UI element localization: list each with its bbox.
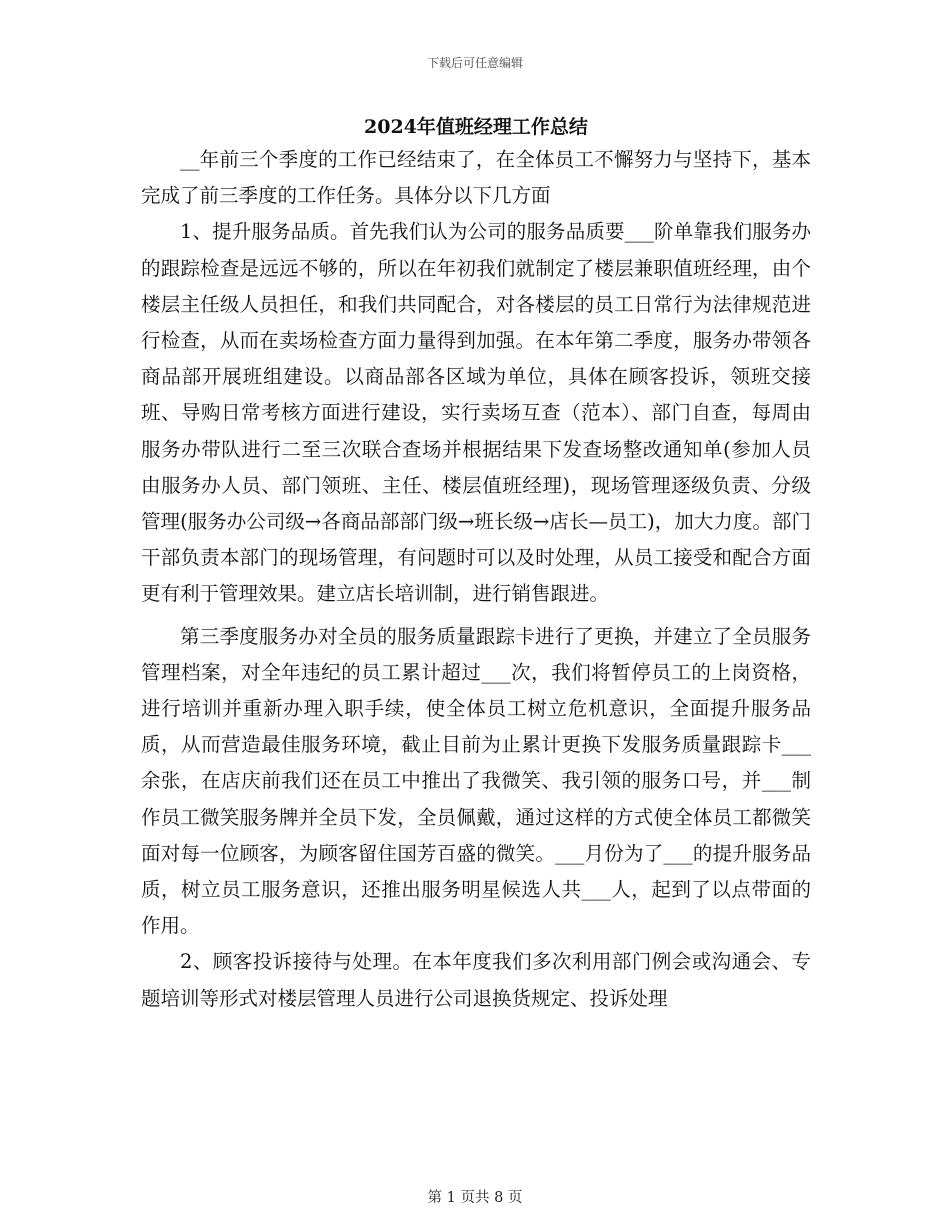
- document-title: 2024年值班经理工作总结: [364, 116, 588, 138]
- page-number: 第 1 页共 8 页: [427, 1190, 523, 1206]
- paragraph-complaints: 2、顾客投诉接待与处理。在本年度我们多次利用部门例会或沟通会、专题培训等形式对楼层管理人员进行公司退换货规定、投诉处理: [141, 950, 811, 1010]
- paragraph-intro: __年前三个季度的工作已经结束了，在全体员工不懈努力与坚持下，基本完成了前三季度的工作任务。具体分以下几方面: [141, 148, 811, 208]
- page-header-note: 下载后可任意编辑: [426, 56, 523, 70]
- paragraph-service-quality: 1、提升服务品质。首先我们认为公司的服务品质要___阶单靠我们服务办的跟踪检查是远远不够的，所以在年初我们就制定了楼层兼职值班经理，由个楼层主任级人员担任，和我们共同配合，对各楼层的员工日常行为法律规范进行检查，从而在卖场检查方面力量得到加强。在本年第二季度，服务办带领各商品部开展班组建设。以商品部各区域为单位，具体在顾客投诉，领班交接班、导购日常考核方面进行建设，实行卖场互查（范本）、部门自查，每周由服务办带队进行二至三次联合查场并根据结果下发查场整改通知单(参加人员由服务办人员、部门领班、主任、楼层值班经理)，现场管理逐级负责、分级管理(服务办公司级→各商品部部门级→班长级→店长—员工)，加大力度。部门干部负责本部门的现场管理，有问题时可以及时处理，从员工接受和配合方面更有利于管理效果。建立店长培训制，进行销售跟进。: [141, 220, 811, 606]
- paragraph-third-quarter: 第三季度服务办对全员的服务质量跟踪卡进行了更换，并建立了全员服务管理档案，对全年违纪的员工累计超过___次，我们将暂停员工的上岗资格，进行培训并重新办理入职手续，使全体员工树立危机意识，全面提升服务品质，从而营造最佳服务环境，截止目前为止累计更换下发服务质量跟踪卡___余张，在店庆前我们还在员工中推出了我微笑、我引领的服务口号，并___制作员工微笑服务牌并全员下发，全员佩戴，通过这样的方式使全体员工都微笑面对每一位顾客，为顾客留住国芳百盛的微笑。___月份为了___的提升服务品质，树立员工服务意识，还推出服务明星候选人共___人，起到了以点带面的作用。: [141, 624, 811, 938]
- document-body: [141, 112, 811, 1017]
